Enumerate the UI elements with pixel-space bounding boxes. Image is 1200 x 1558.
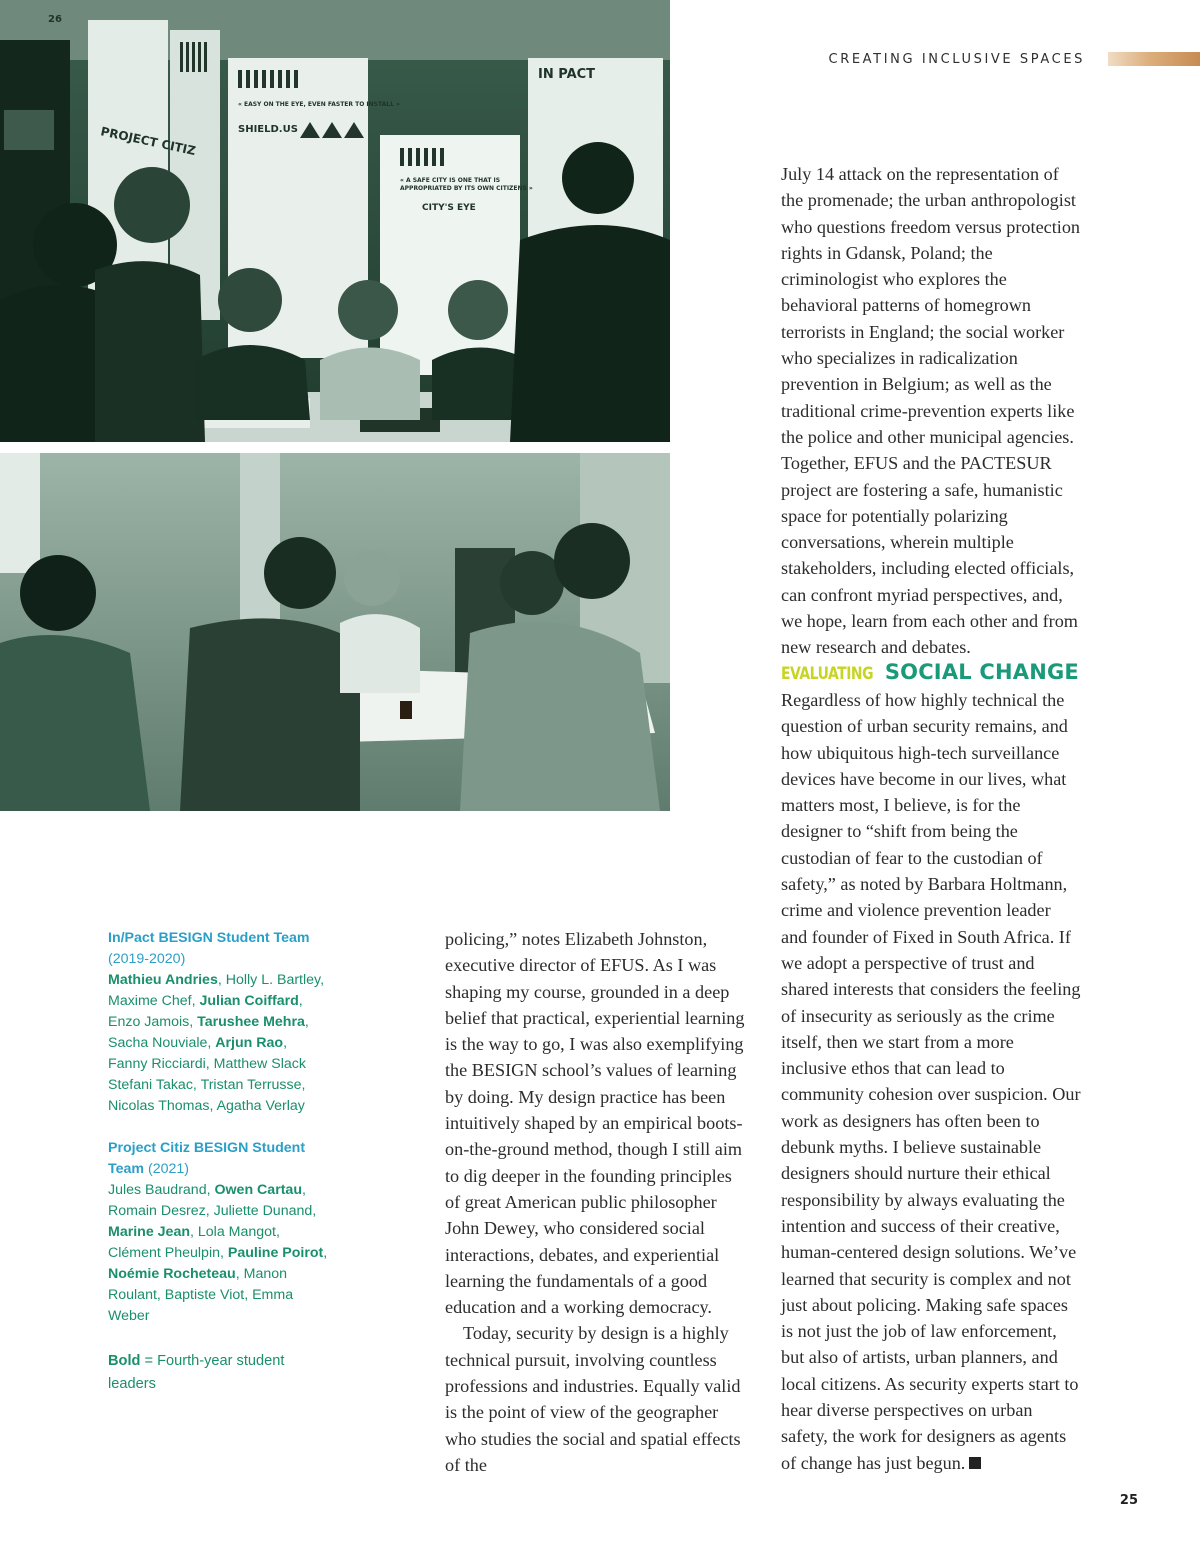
svg-text:CITY'S EYE: CITY'S EYE xyxy=(422,203,476,213)
team1-members: Mathieu Andries, Holly L. Bartley, Maxime Chef, Julian Coiffard, Enzo Jamois, Tarushee Mehra, Sacha Nouviale, Arjun Rao, Fanny Ricciardi, Matthew Slack Stefani Takac, Tristan Terrusse, Nicolas Thomas, Agatha Verlay xyxy=(108,972,325,1114)
photo-booth-exhibition-icon xyxy=(0,0,670,442)
team-member: Sacha Nouviale xyxy=(108,1035,208,1051)
team-member: Mathieu Andries xyxy=(108,972,218,988)
team-member: Baptiste Viot xyxy=(164,1287,245,1303)
legend-text: = Fourth-year student leaders xyxy=(108,1353,285,1392)
team-member: Nicolas Thomas xyxy=(108,1098,210,1114)
team-member: Enzo Jamois xyxy=(108,1014,190,1030)
team-credits xyxy=(108,928,330,1396)
team-member: Romain Desrez xyxy=(108,1203,206,1219)
section-heading xyxy=(781,658,1101,688)
svg-text:IN PACT: IN PACT xyxy=(538,67,596,82)
team-member: Maxime Chef xyxy=(108,993,192,1009)
team-member: Marine Jean xyxy=(108,1224,191,1240)
svg-text:« A SAFE CITY IS ONE THAT IS: « A SAFE CITY IS ONE THAT IS xyxy=(400,177,501,184)
booth-photo xyxy=(0,0,670,442)
section-paragraph xyxy=(781,687,1081,1476)
header-accent-bar xyxy=(1108,52,1200,66)
team1-title: In/Pact BESIGN Student Team xyxy=(108,930,310,946)
team-member: Matthew Slack Stefani Takac xyxy=(108,1056,306,1093)
section-paragraph-text: Regardless of how highly technical the question of urban security remains, and how ubiquitous high-tech surveillance devices have become in our lives, what matters most, I believe, is for the designer to “shift from being the custodian of fear to the custodian of safety,” as noted by Barbara Holtmann, crime and violence prevention leader and founder of Fixed in South Africa. If we adopt a perspective of trust and shared interests that considers the feeling of insecurity as seriously as the crime itself, then we start from a more inclusive ethos that can lead to community cohesion over suspicion. Our work as designers has often been to debunk myths. I believe sustainable designers should nurture their ethical responsibility by always evaluating the intention and success of their creative, human-centered design solutions. We’ve learned that security is complex and not just about policing. Making safe spaces is not just the job of law enforcement, but also of artists, urban planners, and local citizens. As security experts start to hear diverse perspectives on urban safety, the work for designers as agents of change has just begun. xyxy=(781,690,1081,1473)
team-member: Arjun Rao xyxy=(215,1035,284,1051)
right-column-continued xyxy=(781,161,1081,661)
svg-text:PROJECT CITIZ: PROJECT CITIZ xyxy=(99,124,197,159)
team-member: Julian Coiffard xyxy=(199,993,299,1009)
team2-year: (2021) xyxy=(147,1161,189,1177)
page-number: 25 xyxy=(1119,1493,1138,1508)
section-heading-part1: EVALUATING xyxy=(781,664,874,684)
team-member: Noémie Rocheteau xyxy=(108,1266,236,1282)
photo-students-table-icon xyxy=(0,453,670,811)
team1-block xyxy=(108,928,330,1117)
team-member: Juliette Dunand xyxy=(213,1203,313,1219)
team-member: Manon Roulant xyxy=(108,1266,288,1303)
team-member: Holly L. Bartley xyxy=(225,972,321,988)
svg-text:APPROPRIATED BY ITS OWN CITIZE: APPROPRIATED BY ITS OWN CITIZENS » xyxy=(400,185,533,192)
section-label: CREATING INCLUSIVE SPACES xyxy=(828,52,1085,67)
end-mark-icon xyxy=(969,1457,981,1469)
team1-year: (2019-2020) xyxy=(108,951,186,967)
section-heading-part2: SOCIAL CHANGE xyxy=(884,660,1079,684)
team2-title: Project Citiz BESIGN Student Team xyxy=(108,1140,306,1177)
body-paragraph: July 14 attack on the representation of the promenade; the urban anthropologist who questions freedom versus protection rights in Gdansk, Poland; the criminologist who explores the behavioral patterns of homegrown terrorists in England; the social worker who specializes in radicalization prevention in Belgium; as well as the traditional crime-prevention experts like the police and other municipal agencies. Together, EFUS and the PACTESUR project are fostering a safe, humanistic space for potentially polarizing conversations, wherein multiple stakeholders, including elected officials, can confront myriad perspectives, and, we hope, learn from each other and from new research and debates. xyxy=(781,164,1081,658)
bold-legend xyxy=(108,1350,330,1396)
students-photo xyxy=(0,453,670,811)
team-member: Tristan Terrusse xyxy=(200,1077,302,1093)
middle-column xyxy=(445,926,750,1478)
team-member: Agatha Verlay xyxy=(216,1098,305,1114)
body-paragraph-1: policing,” notes Elizabeth Johnston, executive director of EFUS. As I was shaping my course, grounded in a deep belief that practical, experiential learning is the way to go, I was also exemplifying the BESIGN school’s values of learning by doing. My design practice has been intuitively shaped by an empirical boots-on-the-ground method, though I still aim to dig deeper in the founding principles of great American public philosopher John Dewey, who considered social interactions, debates, and experiential learning the fundamentals of a good education and a working democracy. xyxy=(445,929,745,1318)
legend-bold-word: Bold xyxy=(108,1353,141,1369)
team-member: Owen Cartau xyxy=(214,1182,302,1198)
team2-members: Jules Baudrand, Owen Cartau, Romain Desrez, Juliette Dunand, Marine Jean, Lola Mangot, Clément Pheulpin, Pauline Poirot, Noémie Rocheteau, Manon Roulant, Baptiste Viot, Emma Weber xyxy=(108,1182,328,1324)
poster-citys-eye xyxy=(380,135,520,375)
team-member: Emma Weber xyxy=(108,1287,294,1324)
svg-text:« EASY ON THE EYE, EVEN FASTER: « EASY ON THE EYE, EVEN FASTER TO INSTALL » xyxy=(238,101,400,108)
team-member: Pauline Poirot xyxy=(227,1245,324,1261)
team2-block xyxy=(108,1138,330,1327)
team-member: Lola Mangot xyxy=(197,1224,276,1240)
team-member: Fanny Ricciardi xyxy=(108,1056,206,1072)
svg-text:SHIELD.US: SHIELD.US xyxy=(238,124,298,135)
svg-text:26: 26 xyxy=(48,14,62,25)
team-member: Tarushee Mehra xyxy=(197,1014,305,1030)
body-paragraph-2: Today, security by design is a highly technical pursuit, involving countless professions and industries. Equally valid is the point of view of the geographer who studies the social and spatial effects of the xyxy=(445,1323,741,1475)
team-member: Clément Pheulpin xyxy=(108,1245,220,1261)
right-column-section xyxy=(781,687,1081,1476)
team-member: Jules Baudrand xyxy=(108,1182,207,1198)
